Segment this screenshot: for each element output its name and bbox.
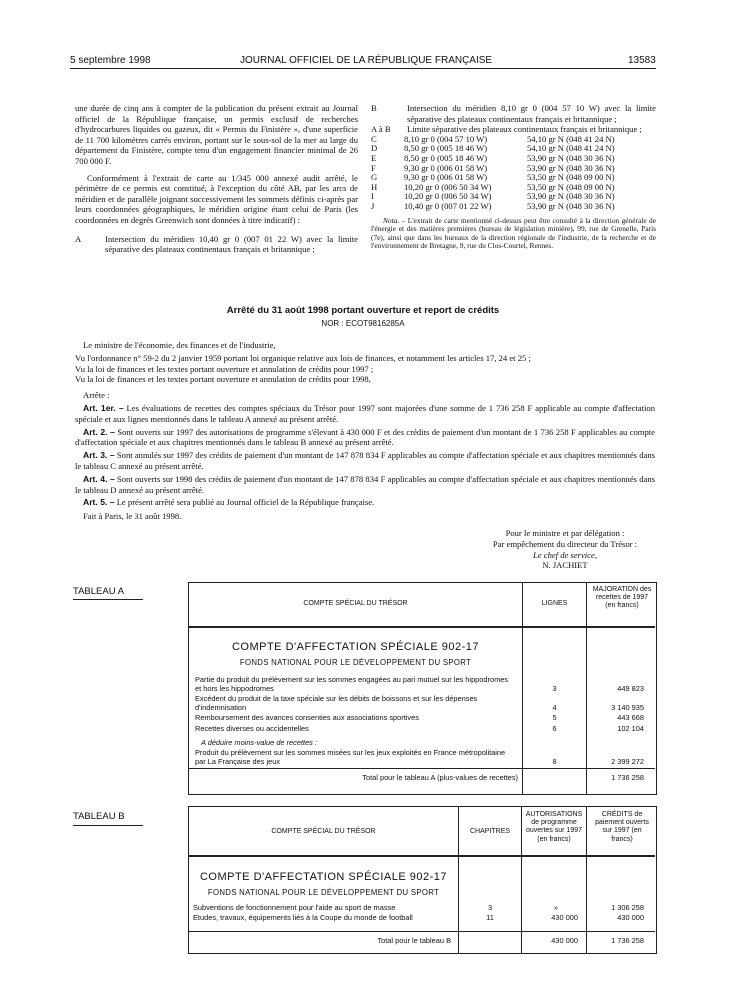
point-id: F <box>371 162 376 173</box>
table-row-chapter: 11 <box>486 913 494 922</box>
table-row-amount: 443 668 <box>617 713 644 722</box>
point-b-text: Intersection du méridien 8,10 gr 0 (004 57 10 W) avec la limite séparative des plateaux continentaux français et britannique ; <box>407 103 656 124</box>
deduction-label: A déduire moins-value de recettes : <box>201 738 317 747</box>
decree-nor: NOR : ECOT9816285A <box>321 319 405 328</box>
preamble-line: Vu la loi de finances et les textes portant ouverture et annulation de crédits pour 1998, <box>75 374 371 385</box>
table-row-cp: 430 000 <box>617 913 644 922</box>
point-latitude: 53,90 gr N (048 30 36 N) <box>527 152 615 163</box>
preamble-line: Vu la loi de finances et les textes portant ouverture et annulation de crédits pour 1997 ; <box>75 363 374 374</box>
point-longitude: 9,30 gr 0 (006 01 58 W) <box>404 162 488 173</box>
article-text: Le présent arrêté sera publié au Journal officiel de la République française. <box>116 497 375 508</box>
segment-ab-label: A à B <box>371 124 391 135</box>
point-a-label: A <box>75 233 82 244</box>
point-longitude: 8,50 gr 0 (005 18 46 W) <box>404 152 488 163</box>
article <box>75 403 655 425</box>
decree-title: Arrêté du 31 août 1998 portant ouverture et report de crédits <box>226 305 500 316</box>
arrete-heading: Arrête : <box>83 390 110 401</box>
signature-block <box>470 528 660 571</box>
header-page-number: 13583 <box>628 55 656 66</box>
table-row-cp: 1 306 258 <box>611 903 644 912</box>
section-title: COMPTE D'AFFECTATION SPÉCIALE 902-17 <box>199 871 448 883</box>
nota-text: L'extrait de carte mentionné ci-dessus peut être consulté à la direction générale de l'énergie et des matières premières (bureau de législation minière), 99, rue de Grenelle, Paris (7e), ainsi que dans les bureaux de la direction régionale de l'industrie, de la recherche et de l'environnement de Bretagne, 9, rue du Clos-Courtel, Rennes. <box>371 215 656 251</box>
coordinates-table <box>371 135 618 212</box>
tableau-a-label-rule <box>73 599 143 600</box>
right-column <box>371 103 656 251</box>
section-title: COMPTE D'AFFECTATION SPÉCIALE 902-17 <box>231 641 480 653</box>
left-paragraph-2: Conformément à l'extrait de carte au 1/345 000 annexé audit arrêté, le périmètre de ce permis est constitué, à l'exception du côté AB, par les arcs de méridien et de parallèle joignant successivement les sommets définis ci-après par leurs coordonnées géographiques, le méridien origine étant celui de Paris (les coordonnées en degrés Greenwich sont données à titre indicatif) : <box>75 172 358 225</box>
nota-label: Nota. – <box>383 215 406 225</box>
point-latitude: 53,50 gr N (048 09 00 N) <box>527 172 615 183</box>
tableau-b-total-cp: 1 736 258 <box>611 936 644 945</box>
point-b-label: B <box>371 103 377 113</box>
total-divider <box>189 931 655 932</box>
point-longitude: 10,40 gr 0 (007 01 22 W) <box>404 200 492 211</box>
point-a-text: Intersection du méridien 10,40 gr 0 (007 01 22 W) avec la limite séparative des plateaux continentaux français et britannique ; <box>105 233 358 255</box>
tableau-b-total-label: Total pour le tableau B <box>377 936 451 945</box>
preamble-line: Vu l'ordonnance n° 59-2 du 2 janvier 1959 portant loi organique relative aux lois de finances, et notamment les articles 17, 24 et 25 ; <box>75 352 531 363</box>
point-latitude: 53,90 gr N (048 30 36 N) <box>527 162 615 173</box>
point-id: C <box>371 133 377 144</box>
decree-body <box>75 340 655 522</box>
article-label: Art. 5. – <box>83 497 115 508</box>
column-header-account: COMPTE SPÉCIAL DU TRÉSOR <box>303 600 408 607</box>
point-longitude: 8,50 gr 0 (005 18 46 W) <box>404 143 488 154</box>
point-longitude: 8,10 gr 0 (004 57 10 W) <box>404 133 488 144</box>
table-row-chapter: 3 <box>487 903 493 912</box>
point-id: D <box>371 143 378 154</box>
table-row-line: 6 <box>552 724 557 733</box>
article <box>75 450 655 472</box>
article <box>75 474 655 496</box>
table-row-line: 4 <box>552 703 557 712</box>
signature-line: Par empêchement du directeur du Trésor : <box>492 538 638 549</box>
point-longitude: 10,20 gr 0 (006 50 34 W) <box>404 191 492 202</box>
point-a <box>75 234 358 255</box>
column-header-programme-authorisations: AUTORISATIONS de programme ouvertes sur 1997 (en francs) <box>525 811 583 843</box>
point-longitude: 10,20 gr 0 (006 50 34 W) <box>404 181 492 192</box>
article-label: Art. 2. – <box>83 426 115 437</box>
column-header-chapters: CHAPITRES <box>469 828 511 835</box>
table-row-amount: 449 823 <box>617 684 644 693</box>
coordinate-row <box>371 202 618 212</box>
column-header-increase: MAJORATION des recettes de 1997 (en francs) <box>592 586 652 610</box>
column-header-lines: LIGNES <box>541 600 568 607</box>
section-subtitle: FONDS NATIONAL POUR LE DÉVELOPPEMENT DU SPORT <box>239 658 472 667</box>
tableau-b-total-ap: 430 000 <box>551 936 578 945</box>
table-row-line: 8 <box>552 757 557 766</box>
article-text: Sont annulés sur 1997 des crédits de paiement d'un montant de 147 878 834 F applicables au compte d'affectation spéciale et aux chapitres mentionnés dans le tableau C annexé au présent arrêté. <box>75 450 655 471</box>
tableau-b-label-rule <box>73 825 143 826</box>
tableau-b-label: TABLEAU B <box>73 811 125 822</box>
column-header-account: COMPTE SPÉCIAL DU TRÉSOR <box>271 828 376 835</box>
table-row-label: Subventions de fonctionnement pour l'aide au sport de masse <box>193 903 396 912</box>
article-text: Sont ouverts sur 1998 des crédits de paiement d'un montant de 147 878 834 F applicables au compte d'affectation spéciale et aux chapitres mentionnés dans le tableau D annexé au présent arrêté. <box>75 473 655 495</box>
articles <box>75 403 655 508</box>
article <box>75 427 655 449</box>
point-latitude: 53,50 gr N (048 09 00 N) <box>527 181 615 192</box>
header-divider <box>189 626 655 628</box>
point-latitude: 54,10 gr N (048 41 24 N) <box>527 133 615 144</box>
point-id: J <box>371 200 375 211</box>
article-label: Art. 1er. – <box>83 402 124 413</box>
table-row-amount: 2 399 272 <box>611 757 644 766</box>
preamble-line: Le ministre de l'économie, des finances et de l'industrie, <box>83 340 276 350</box>
section-subtitle: FONDS NATIONAL POUR LE DÉVELOPPEMENT DU SPORT <box>207 888 440 897</box>
header-rule <box>70 68 656 69</box>
tableau-b <box>188 806 657 954</box>
column-divider <box>586 583 587 794</box>
point-latitude: 53,90 gr N (048 30 36 N) <box>527 200 615 211</box>
nota <box>371 217 656 251</box>
point-id: I <box>371 191 374 202</box>
point-latitude: 54,10 gr N (048 41 24 N) <box>527 143 615 154</box>
table-row-line: 3 <box>552 684 557 693</box>
tableau-a-total-label: Total pour le tableau A (plus-values de recettes) <box>362 773 518 782</box>
tableau-a-label: TABLEAU A <box>73 586 125 597</box>
table-row-label: Etudes, travaux, équipements liés à la Coupe du monde de football <box>193 913 413 922</box>
header-date: 5 septembre 1998 <box>70 55 151 66</box>
total-divider <box>189 768 655 769</box>
point-longitude: 9,30 gr 0 (006 01 58 W) <box>404 172 488 183</box>
segment-ab-text: Limite séparative des plateaux continentaux français et britannique ; <box>407 124 642 135</box>
signature-line: Le chef de service, <box>533 549 597 560</box>
article-label: Art. 3. – <box>83 450 115 461</box>
point-id: H <box>371 181 378 192</box>
table-row-label: Produit du prélèvement sur les sommes misées sur les jeux exploités en France métropolitaine par La Française des jeux <box>195 748 506 766</box>
column-header-payment-credits: CRÉDITS de paiement ouverts sur 1997 (en francs) <box>595 811 649 843</box>
article <box>75 497 655 508</box>
table-row-label: Remboursement des avances consenties aux associations sportives <box>195 713 419 722</box>
table-row-label: Recettes diverses ou accidentelles <box>195 724 309 733</box>
left-paragraph-1: une durée de cinq ans à compter de la publication du présent extrait au Journal officiel de la République française, un permis exclusif de recherches d'hydrocarbures liquides ou gazeux, dit « Permis du Finistère », d'une superficie de 11 700 kilomètres carrés environ, portant sur le sous-sol de la mer au large du département du Finistère, compte tenu d'un engagement financier minimal de 26 700 000 F. <box>75 103 358 166</box>
table-row-ap: 430 000 <box>551 913 578 922</box>
point-b <box>371 103 656 124</box>
table-row-line: 5 <box>552 713 557 722</box>
signature-name: N. JACHIET <box>542 560 588 571</box>
tableau-a-total-amount: 1 736 258 <box>611 773 644 782</box>
article-text: Sont ouverts sur 1997 des autorisations de programme s'élevant à 430 000 F et des crédits de paiement d'un montant de 1 736 258 F applicables au compte d'affectation spéciale et aux chapitres mentionnés dans le tableau B annexé au présent arrêté. <box>75 426 655 448</box>
table-row-amount: 3 140 935 <box>611 703 644 712</box>
table-row-ap: » <box>553 903 558 912</box>
tableau-a <box>188 582 657 795</box>
done-at: Fait à Paris, le 31 août 1998. <box>83 511 182 522</box>
table-row-amount: 102 104 <box>617 724 644 733</box>
point-id: G <box>371 172 378 183</box>
point-latitude: 53,90 gr N (048 30 36 N) <box>527 191 615 202</box>
table-row-label: Excédent du produit de la taxe spéciale sur les débits de boissons et sur les dépenses d'indemnisation <box>195 694 478 712</box>
table-row-label: Partie du produit du prélèvement sur les sommes engagées au pari mutuel sur les hippodromes et hors les hippodromes <box>195 675 509 693</box>
point-id: E <box>371 152 377 163</box>
left-column <box>75 103 358 255</box>
header-title: JOURNAL OFFICIEL DE LA RÉPUBLIQUE FRANÇAISE <box>240 55 493 66</box>
header-divider <box>189 855 655 857</box>
article-label: Art. 4. – <box>83 473 115 484</box>
article-text: Les évaluations de recettes des comptes spéciaux du Trésor pour 1997 sont majorées d'une somme de 1 736 258 F applicable au compte d'affectation spéciale et aux lignes mentionnés dans le tableau A annexé au présent arrêté. <box>75 402 656 424</box>
signature-line: Pour le ministre et par délégation : <box>505 528 625 538</box>
